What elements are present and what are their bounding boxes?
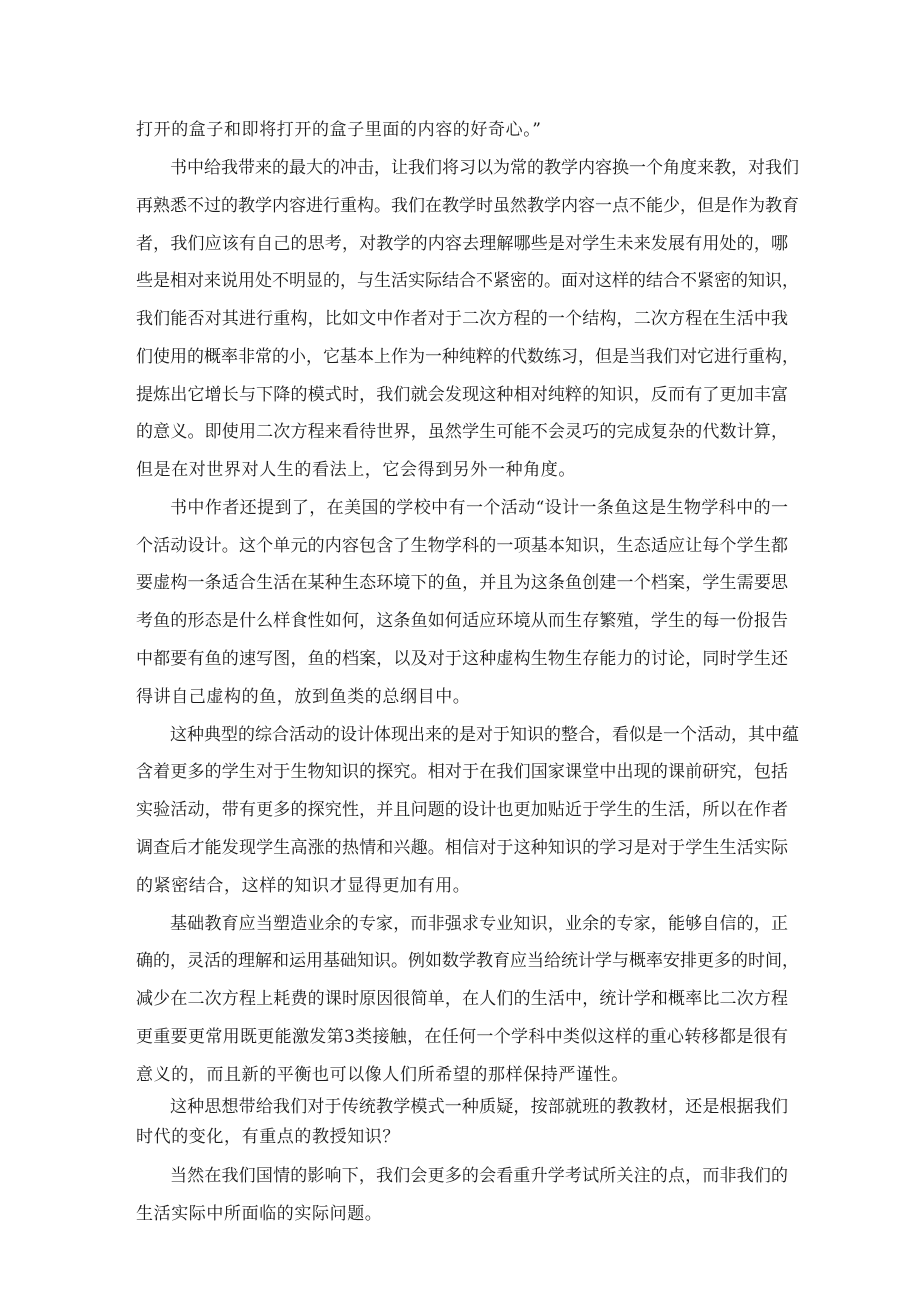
text-line: 中都要有鱼的速写图，鱼的档案，以及对于这种虚构生物生存能力的讨论，同时学生还 [136,649,788,669]
text-line: 但是在对世界对人生的看法上，它会得到另外一种角度。 [136,460,576,480]
text-line: 得讲自己虚构的鱼，放到鱼类的总纲目中。 [136,687,471,707]
text-line: 者，我们应该有自己的思考，对教学的内容去理解哪些是对学生未来发展有用处的，哪 [136,234,788,254]
text-line: 个活动设计。这个单元的内容包含了生物学科的一项基本知识，生态适应让每个学生都 [136,536,788,556]
text-line: 我们能否对其进行重构，比如文中作者对于二次方程的一个结构，二次方程在生活中我 [136,309,788,329]
text-line: 当然在我们国情的影响下，我们会更多的会看重升学考试所关注的点，而非我们的 [170,1166,788,1186]
text-line: 含着更多的学生对于生物知识的探究。相对于在我们国家课堂中出现的课前研究，包括 [136,762,788,782]
text-line: 书中作者还提到了，在美国的学校中有一个活动“设计一条鱼这是生物学科中的一 [170,498,788,518]
text-line: 提炼出它增长与下降的模式时，我们就会发现这种相对纯粹的知识，反而有了更加丰富 [136,385,788,405]
text-line: 确的，灵活的理解和运用基础知识。例如数学教育应当给统计学与概率安排更多的时间， [136,951,799,971]
text-line: 要虚构一条适合生活在某种生态环境下的鱼，并且为这条鱼创建一个档案，学生需要思 [136,573,788,593]
text-line: 打开的盒子和即将打开的盒子里面的内容的好奇心。” [136,120,542,140]
text-line: 更重要更常用既更能激发第3类接触，在任何一个学科中类似这样的重心转移都是很有 [136,1027,788,1047]
text-line: 的意义。即使用二次方程来看待世界，虽然学生可能不会灵巧的完成复杂的代数计算， [136,422,788,442]
text-line: 减少在二次方程上耗费的课时原因很简单，在人们的生活中，统计学和概率比二次方程 [136,989,788,1009]
text-line: 这种思想带给我们对于传统教学模式一种质疑，按部就班的教教材，还是根据我们 [170,1097,788,1117]
text-line: 考鱼的形态是什么样食性如何，这条鱼如何适应环境从而生存繁殖，学生的每一份报告 [136,611,788,631]
text-line: 时代的变化，有重点的教授知识？ [136,1127,400,1147]
text-line: 们使用的概率非常的小，它基本上作为一种纯粹的代数练习，但是当我们对它进行重构， [136,347,799,367]
text-line: 意义的，而且新的平衡也可以像人们所希望的那样保持严谨性。 [136,1065,629,1085]
text-line: 书中给我带来的最大的冲击，让我们将习以为常的教学内容换一个角度来教，对我们 [170,158,799,178]
text-line: 基础教育应当塑造业余的专家，而非强求专业知识，业余的专家，能够自信的，正 [170,914,788,934]
text-line: 调查后才能发现学生高涨的热情和兴趣。相信对于这种知识的学习是对于学生生活实际 [136,838,788,858]
text-line: 再熟悉不过的教学内容进行重构。我们在教学时虽然教学内容一点不能少，但是作为教育 [136,196,799,216]
text-line: 实验活动，带有更多的探究性，并且问题的设计也更加贴近于学生的生活，所以在作者 [136,800,788,820]
text-line: 生活实际中所面临的实际问题。 [136,1204,383,1224]
text-line: 些是相对来说用处不明显的，与生活实际结合不紧密的。面对这样的结合不紧密的知识， [136,271,799,291]
text-line: 这种典型的综合活动的设计体现出来的是对于知识的整合，看似是一个活动，其中蕴 [170,725,799,745]
text-line: 的紧密结合，这样的知识才显得更加有用。 [136,876,471,896]
